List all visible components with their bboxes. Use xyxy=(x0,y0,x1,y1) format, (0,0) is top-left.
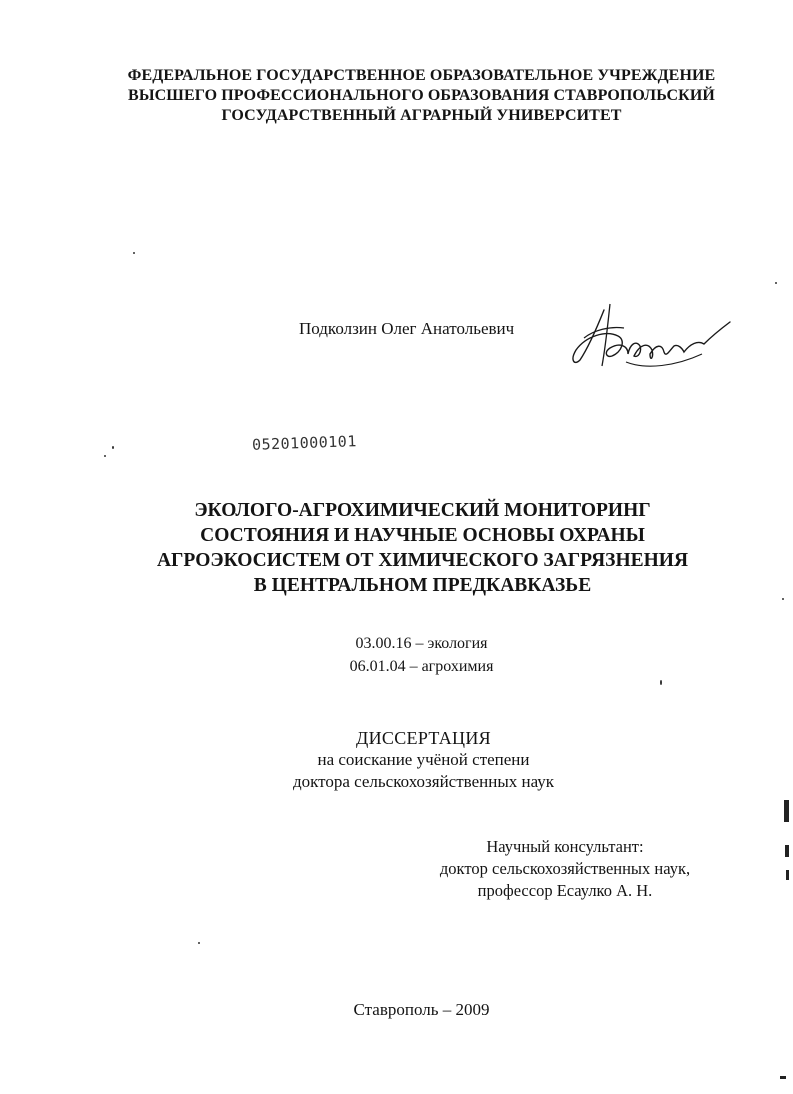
dissertation-block xyxy=(27,727,793,793)
scan-speck xyxy=(775,282,777,284)
dissertation-label: ДИССЕРТАЦИЯ xyxy=(356,728,491,748)
scientific-advisor xyxy=(410,836,720,902)
scan-edge-mark xyxy=(780,1076,786,1079)
dissertation-degree: доктора сельскохозяйственных наук xyxy=(292,772,555,791)
place-and-year: Ставрополь – 2009 xyxy=(353,1000,490,1019)
scan-speck xyxy=(782,598,784,600)
signature-image xyxy=(566,300,736,380)
title-line-3: АГРОЭКОСИСТЕМ ОТ ХИМИЧЕСКОГО ЗАГРЯЗНЕНИЯ xyxy=(156,550,689,571)
institution-line-3: ГОСУДАРСТВЕННЫЙ АГРАРНЫЙ УНИВЕРСИТЕТ xyxy=(221,107,622,124)
title-line-4: В ЦЕНТРАЛЬНОМ ПРЕДКАВКАЗЬЕ xyxy=(253,575,592,596)
institution-line-2: ВЫСШЕГО ПРОФЕССИОНАЛЬНОГО ОБРАЗОВАНИЯ СТАВРОПОЛЬСКИЙ xyxy=(128,87,715,104)
author-name: Подколзин Олег Анатольевич xyxy=(299,319,515,338)
scan-speck xyxy=(198,942,200,944)
scan-speck xyxy=(104,455,106,457)
dissertation-title xyxy=(26,498,793,598)
scan-speck xyxy=(112,446,114,449)
scan-speck xyxy=(133,252,135,254)
title-line-2: СОСТОЯНИЯ И НАУЧНЫЕ ОСНОВЫ ОХРАНЫ xyxy=(200,525,645,546)
specialty-code-2: 06.01.04 – агрохимия xyxy=(349,658,494,675)
specialty-codes xyxy=(25,632,793,678)
advisor-label: Научный консультант: xyxy=(486,837,644,856)
scan-speck xyxy=(660,680,662,685)
specialty-code-1: 03.00.16 – экология xyxy=(355,635,488,652)
registration-stamp-number: 05201000101 xyxy=(251,432,358,454)
title-line-1: ЭКОЛОГО-АГРОХИМИЧЕСКИЙ МОНИТОРИНГ xyxy=(194,500,651,521)
scan-edge-mark xyxy=(786,870,789,880)
institution-header xyxy=(25,66,793,126)
scan-edge-mark xyxy=(784,800,789,822)
scan-edge-mark xyxy=(785,845,789,857)
advisor-degree: доктор сельскохозяйственных наук, xyxy=(439,859,691,878)
advisor-name: профессор Есаулко А. Н. xyxy=(477,881,653,900)
institution-line-1: ФЕДЕРАЛЬНОЕ ГОСУДАРСТВЕННОЕ ОБРАЗОВАТЕЛЬНОЕ УЧРЕЖДЕНИЕ xyxy=(127,67,716,84)
dissertation-purpose: на соискание учёной степени xyxy=(317,750,530,769)
